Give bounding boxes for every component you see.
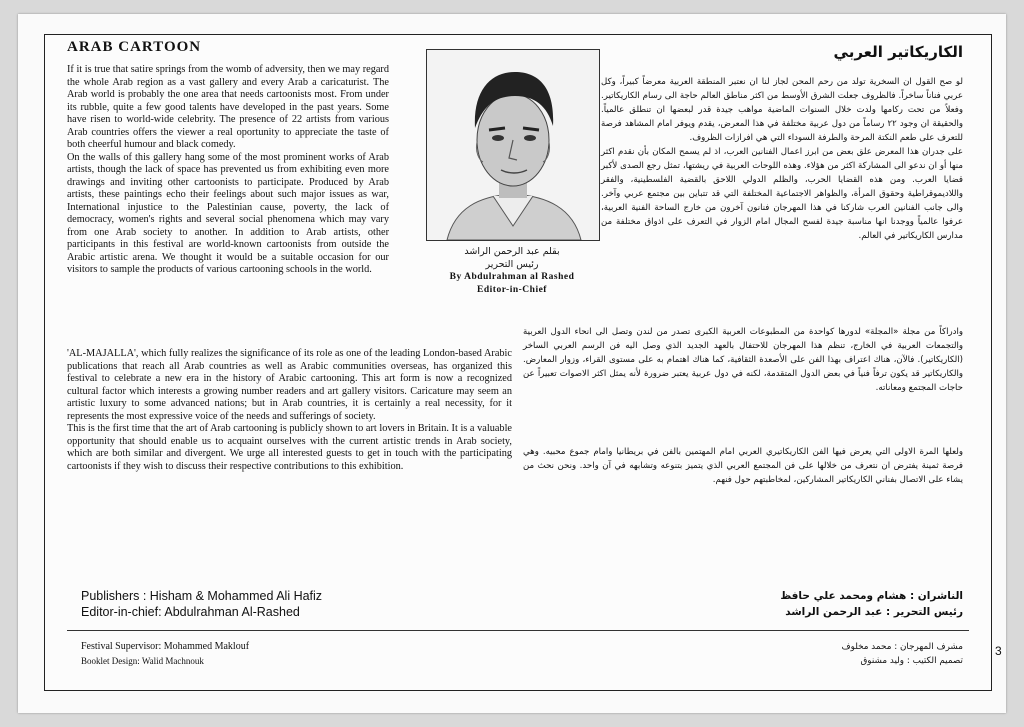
- english-text-wide: [67, 348, 512, 473]
- footer-divider: [67, 630, 969, 631]
- english-title: ARAB CARTOON: [67, 39, 202, 55]
- booklet-design-arabic: تصميم الكتيب : وليد مشنوق: [860, 656, 963, 666]
- arabic-text-column: [601, 75, 963, 243]
- page-sheet: [18, 14, 1006, 713]
- caption-arabic-role: رئيس التحرير: [485, 259, 539, 270]
- festival-supervisor: Festival Supervisor: Mohammed Maklouf: [81, 641, 250, 652]
- festival-supervisor-arabic: مشرف المهرجان : محمد مخلوف: [841, 642, 963, 652]
- arabic-paragraph-2: على جدران هذا المعرض علق بعض من ابرز اعمال الفنانين العرب، اذ لم يسمح المكان بأن نقدم اكثر منها أو ان ندعو الى المشاركة اكثر من هؤلاء. وهذه اللوحات العربية في ريشتها، تمثل رجع الصدى لأكبر قضايا العرب. ومن هذه القضايا الحرب، والظلم الدولي اللاحق بالقضية الفلسطينية، والفقر واللاديموقراطية وحقوق المرأة، والظواهر الاجتماعية المختلفة التي قد تتباين بين مجتمع عربي وآخر. والى جانب الفنانين العرب شاركنا في هذا المهرجان فنانون آخرون من خارج الساحة الفنية العربية، عرفوا عالمياً ووجدنا انها مناسبة جيدة لفسح المجال امام الزوار في التعرف على اذواق مختلفة من مدارس الكاريكاتير في العالم.: [601, 147, 963, 241]
- arabic-paragraph-3: وادراكاً من مجلة «المجلة» لدورها كواحدة من المطبوعات العربية الكبرى تصدر من لندن وتصل الى انحاء الدول العربية والتجمعات العربية في الخارج، تنظم هذا المهرجان للاحتفال بالعهد الجديد الذي وصل اليه فن الرسم العربي الساخر (الكاريكاتير). فالآن، هناك اعتراف بهذا الفن على الأصعدة الثقافية، كما هناك اهتمام به على مستوى القراء، وزوار المعارض. والكاريكاتير قد يكون ترفاً فنياً في بعض الدول المتقدمة، لكنه في دول عربية يعتبر ضرورة لأنه يمثل اكثر الاصوات تعبيراً عن حاجات المجتمع ومعاناته.: [523, 327, 963, 393]
- publishers-arabic: [780, 588, 963, 620]
- publishers-english: [81, 588, 322, 620]
- editor-line: Editor-in-chief: Abdulrahman Al-Rashed: [81, 605, 300, 619]
- page-number: 3: [995, 644, 1002, 658]
- arabic-paragraph-1: لو صح القول ان السخرية تولد من رحم المحن لجاز لنا ان نعتبر المنطقة العربية معرضاً كبيراً، وكل عربي فناناً ساخراً. فالظروف جعلت الشرق الأوسط من اكثر مناطق العالم حاجة الى رسام الكاريكاتير. وفعلاً من تحت ركامها ولدت خلال السنوات الماضية مواهب جيدة قدر لبعضها ان تنطلق عالمياً. والحقيقة ان وجود ٢٢ رساماً من دول عربية مختلفة في هذا المعرض، يقدم ويوفر امام المشاهد فرصة للتعرف على طعم النكتة المرحة والطرفة السوداء التي هي افرازات الظروف.: [601, 77, 963, 143]
- arabic-text-closing: [523, 445, 963, 487]
- publishers-line-arabic: الناشران : هشام ومحمد علي حافظ: [780, 590, 963, 602]
- english-text-column: [67, 64, 389, 277]
- portrait-illustration: [427, 50, 599, 240]
- caption-english-role: Editor-in-Chief: [477, 285, 547, 295]
- editor-line-arabic: رئيس التحرير : عبد الرحمن الراشد: [785, 606, 963, 618]
- credits-english: [81, 640, 249, 668]
- caption-arabic-author: بقلم عبد الرحمن الراشد: [464, 246, 560, 257]
- arabic-text-wide: [523, 325, 963, 395]
- english-paragraph-4: This is the first time that the art of Arab cartooning is publicly shown to art lovers in Britain. It is a valuable opportunity that should enable us to acquaint ourselves with the current artistic trends in Arab society, which are both similar and divergent. We urge all interested guests to get in touch with the participating cartoonists if they wish to discuss their respective contributions to this exhibition.: [67, 423, 512, 472]
- english-paragraph-1: If it is true that satire springs from the womb of adversity, then we may regard the whole Arab region as a vast gallery and every Arab a caricaturist. The Arab world is probably the one area that needs cartoonists most. From under its rubble, quite a few good talents have developed in the past years. Some have risen to world-wide celebrity. The presence of 22 artists from various Arab countries offers the viewer a real oportunity to appreciate the taste of both cheerful humour and black comedy.: [67, 64, 389, 150]
- english-paragraph-3: 'AL-MAJALLA', which fully realizes the significance of its role as one of the leading London-based Arabic publications that reach all Arab countries as well as Arabic communities overseas, has organized this festival to celebrate a new era in the history of Arabic cartooning. This art form is now a recognized cultural factor which interests a growing number readers and art gallery visitors. Caricature may seem an artistic luxury to some advanced nations; but in Arab countries, it is certainly a real necessity, for it represents the most expressive voice of the needs and sufferings of society.: [67, 348, 512, 422]
- english-paragraph-2: On the walls of this gallery hang some of the most prominent works of Arab artists, though the lack of space has prevented us from exhibiting even more drawings and inviting other cartoonists to participate. Produced by Arab artists, these paintings echo their feelings about such major issues as war, International injustice to the Palestinian cause, poverty, the lack of democracy, women's rights and several social phenomena which may vary from one Arab society to another. In addition to Arab artists, other participants in this festival are world-known cartoonists from outside the Arabic artistic arena. We thought it would be a suitable occasion for our visitors to sample the products of various cartooning schools in the world.: [67, 151, 389, 275]
- editor-portrait: [426, 49, 600, 241]
- credits-arabic: [842, 640, 963, 668]
- portrait-caption: [419, 245, 605, 297]
- booklet-design: Booklet Design: Walid Machnouk: [81, 656, 204, 666]
- publishers-line: Publishers : Hisham & Mohammed Ali Hafiz: [81, 589, 323, 603]
- arabic-paragraph-4: ولعلها المرة الاولى التي يعرض فيها الفن الكاريكاتيري العربي امام المهتمين بالفن في بريطانيا وامام جموع محبيه. وهي فرصة ثمينة يفترض ان نتعرف من خلالها على فن المجتمع العربي الذي يتميز بتنوعه وتشابهه في آن واحد. ونحن نحث من يشاء على الاتصال بفناني الكاريكاتير المشاركين، لمخاطبتهم حول فنهم.: [523, 447, 963, 485]
- arabic-title: الكاريكاتير العربي: [833, 43, 963, 61]
- caption-english-author: By Abdulrahman al Rashed: [449, 272, 575, 282]
- booklet-page: [44, 34, 992, 691]
